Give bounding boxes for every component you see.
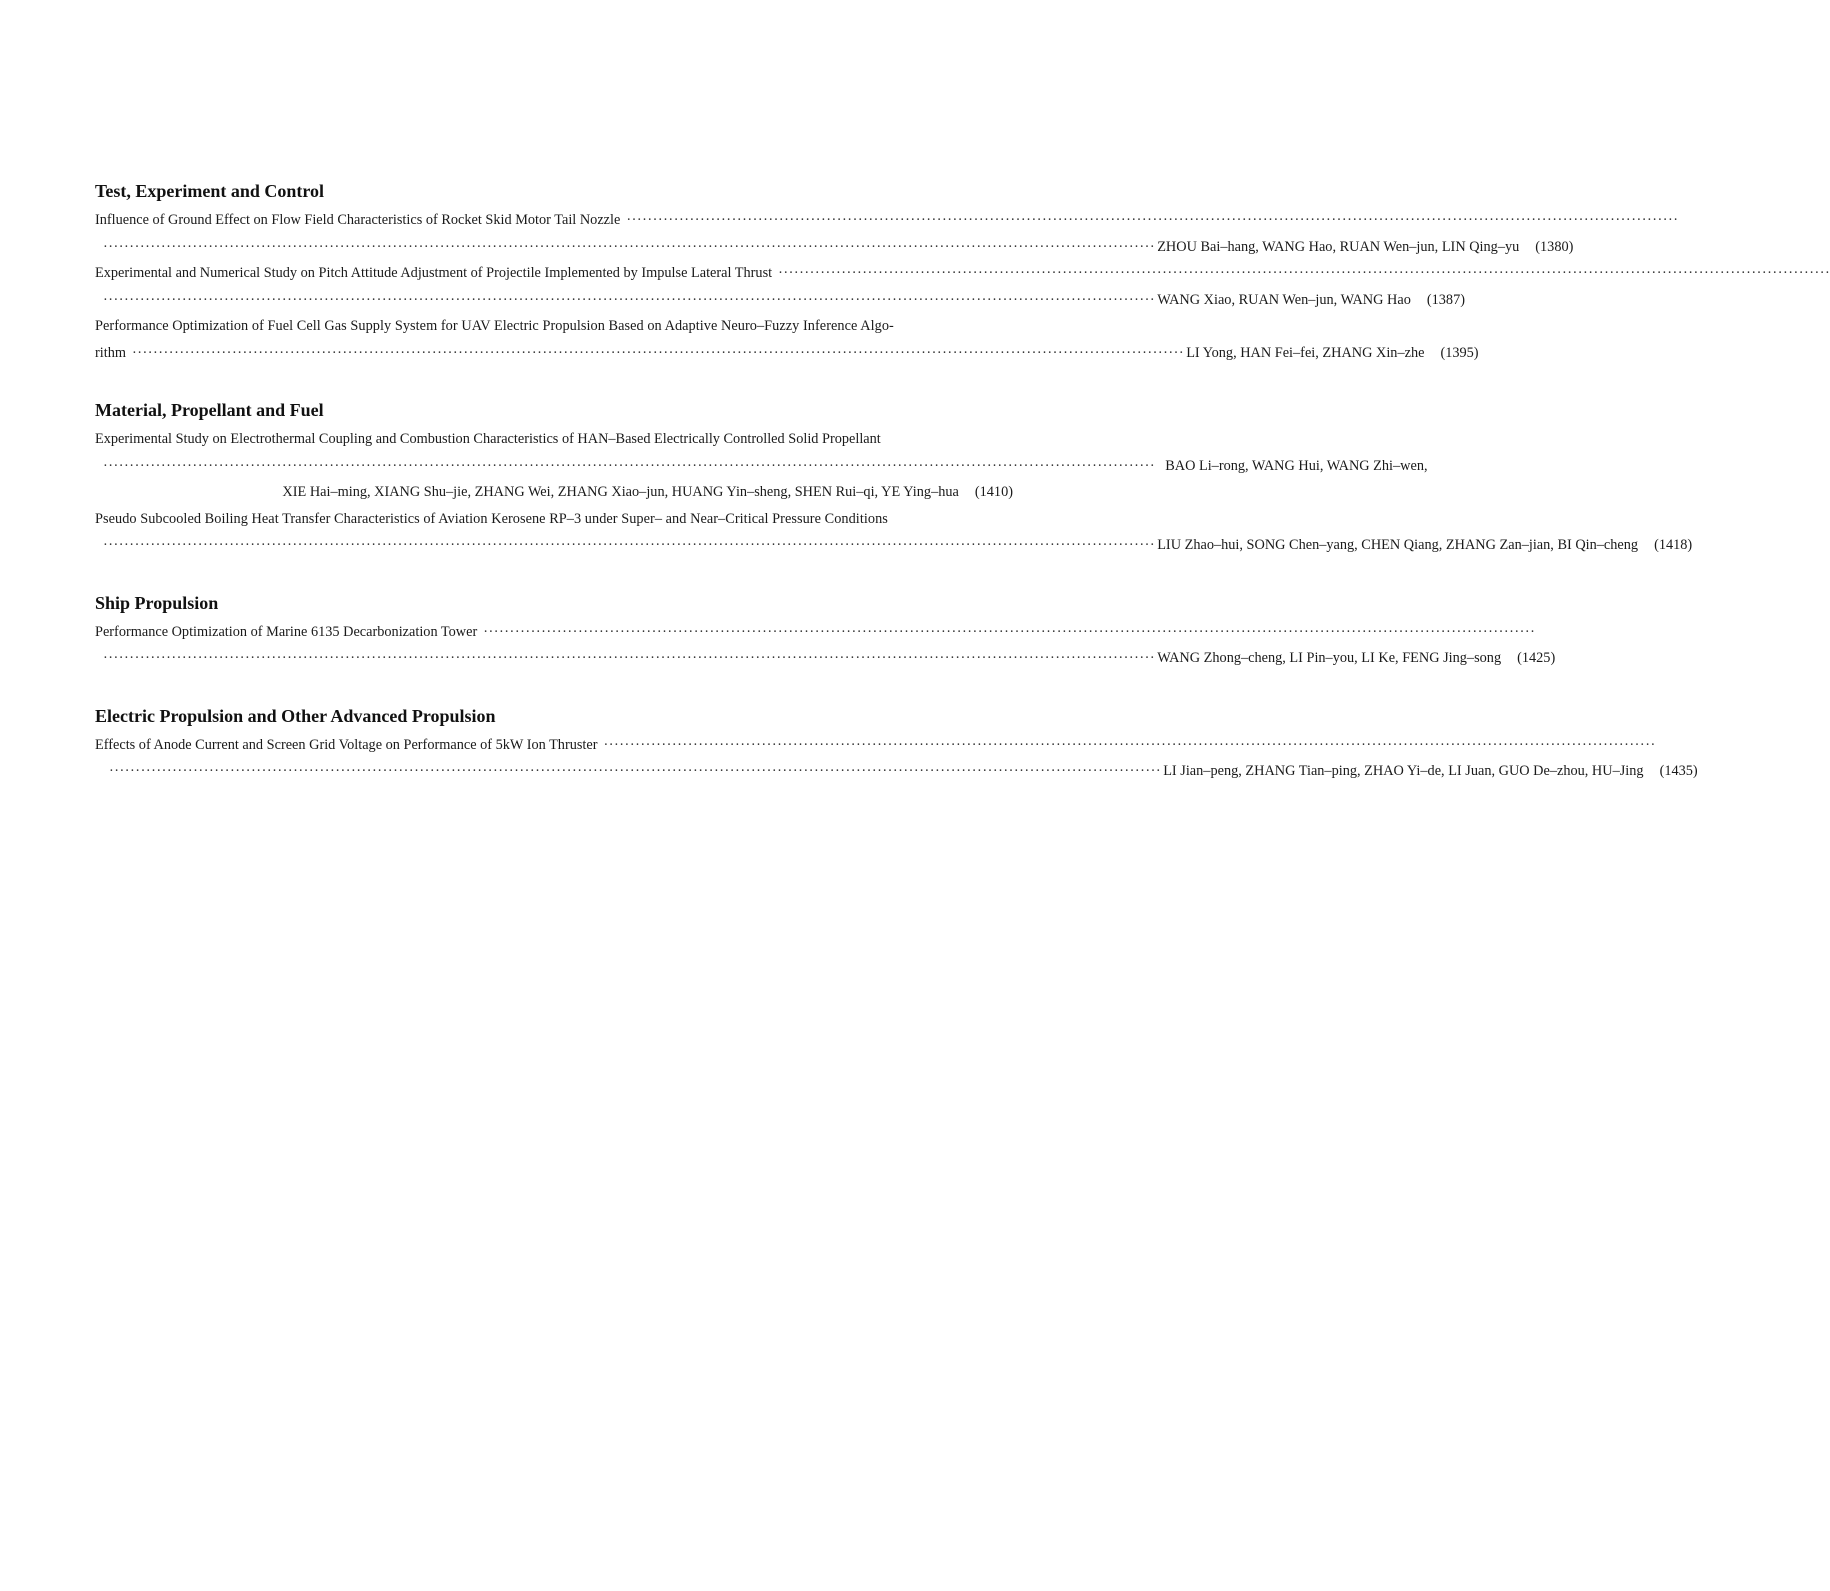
entry-page-number: (1418) <box>1654 537 1693 553</box>
entry-authors: LI Jian–peng, ZHANG Tian–ping, ZHAO Yi–de, LI Juan, GUO De–zhou, HU–Jing <box>1163 763 1644 779</box>
section-title: Material, Propellant and Fuel <box>95 400 324 420</box>
leader-dots: ········································································································································································································ <box>103 457 1156 474</box>
section-title: Test, Experiment and Control <box>95 181 325 201</box>
entry-page-number: (1410) <box>974 484 1013 500</box>
toc-entry[interactable] <box>95 260 1830 313</box>
entry-page-number: (1387) <box>1426 291 1465 308</box>
entry-authors: ZHOU Bai–hang, WANG Hao, RUAN Wen–jun, LIN Qing–yu <box>1157 238 1520 255</box>
leader-dots: ········································································································································································································ <box>778 265 1830 281</box>
entry-title: Experimental and Numerical Study on Pitch Attitude Adjustment of Projectile Implemented by Impulse Lateral Thrust <box>95 265 773 281</box>
entry-title: Pseudo Subcooled Boiling Heat Transfer Characteristics of Aviation Kerosene RP–3 under Super– and Near–Critical Pressure Conditions <box>95 510 888 527</box>
toc-entry[interactable] <box>95 207 1679 260</box>
entry-title: Performance Optimization of Marine 6135 Decarbonization Tower <box>95 623 478 640</box>
table-of-contents <box>95 178 1830 785</box>
leader-dots: ········································································································································································································ <box>483 623 1536 640</box>
leader-dots: ········································································································································································································ <box>103 238 1156 255</box>
toc-entry[interactable] <box>95 313 1479 366</box>
toc-section-material-propellant-fuel <box>95 397 1693 559</box>
toc-section-test-experiment-control <box>95 178 1830 366</box>
toc-entry[interactable] <box>95 506 1693 559</box>
entry-authors: WANG Zhong–cheng, LI Pin–you, LI Ke, FENG Jing–song <box>1157 650 1502 666</box>
entry-authors: LIU Zhao–hui, SONG Chen–yang, CHEN Qiang, ZHANG Zan–jian, BI Qin–cheng <box>1157 537 1639 553</box>
leader-dots: ········································································································································································································ <box>109 763 1162 779</box>
entry-page-number: (1435) <box>1659 763 1698 779</box>
leader-dots: ········································································································································································································ <box>626 212 1679 228</box>
entry-authors: LI Yong, HAN Fei–fei, ZHANG Xin–zhe <box>1186 344 1425 361</box>
leader-dots: ········································································································································································································ <box>131 344 1185 361</box>
toc-entry[interactable] <box>95 426 1428 506</box>
leader-dots: ········································································································································································································ <box>103 537 1156 553</box>
toc-entry[interactable] <box>95 619 1556 672</box>
leader-dots: ········································································································································································································ <box>103 650 1156 666</box>
entry-title: Effects of Anode Current and Screen Grid Voltage on Performance of 5kW Ion Thruster <box>95 736 598 753</box>
toc-section-electric-propulsion <box>95 703 1698 785</box>
entry-authors: BAO Li–rong, WANG Hui, WANG Zhi–wen, <box>1165 457 1428 474</box>
entry-title: Experimental Study on Electrothermal Coupling and Combustion Characteristics of HAN–Based Electrically Controlled Solid Propellant <box>95 431 881 447</box>
entry-authors-continued: XIE Hai–ming, XIANG Shu–jie, ZHANG Wei, ZHANG Xiao–jun, HUANG Yin–sheng, SHEN Rui–qi, YE Ying–hua <box>282 484 959 500</box>
entry-page-number: (1395) <box>1440 344 1479 361</box>
toc-entry[interactable] <box>95 732 1698 785</box>
section-title: Ship Propulsion <box>95 592 219 613</box>
entry-title-continued: rithm <box>95 344 126 361</box>
entry-title: Performance Optimization of Fuel Cell Gas Supply System for UAV Electric Propulsion Based on Adaptive Neuro–Fuzzy Inference Algo- <box>95 318 894 334</box>
entry-page-number: (1425) <box>1517 650 1556 666</box>
entry-title: Influence of Ground Effect on Flow Field Characteristics of Rocket Skid Motor Tail Nozzle <box>95 212 621 228</box>
entry-page-number: (1380) <box>1535 238 1574 255</box>
entry-authors: WANG Xiao, RUAN Wen–jun, WANG Hao <box>1157 291 1411 308</box>
section-title: Electric Propulsion and Other Advanced Propulsion <box>95 705 496 726</box>
toc-section-ship-propulsion <box>95 590 1556 672</box>
leader-dots: ········································································································································································································ <box>103 291 1156 308</box>
leader-dots: ········································································································································································································ <box>603 736 1656 753</box>
